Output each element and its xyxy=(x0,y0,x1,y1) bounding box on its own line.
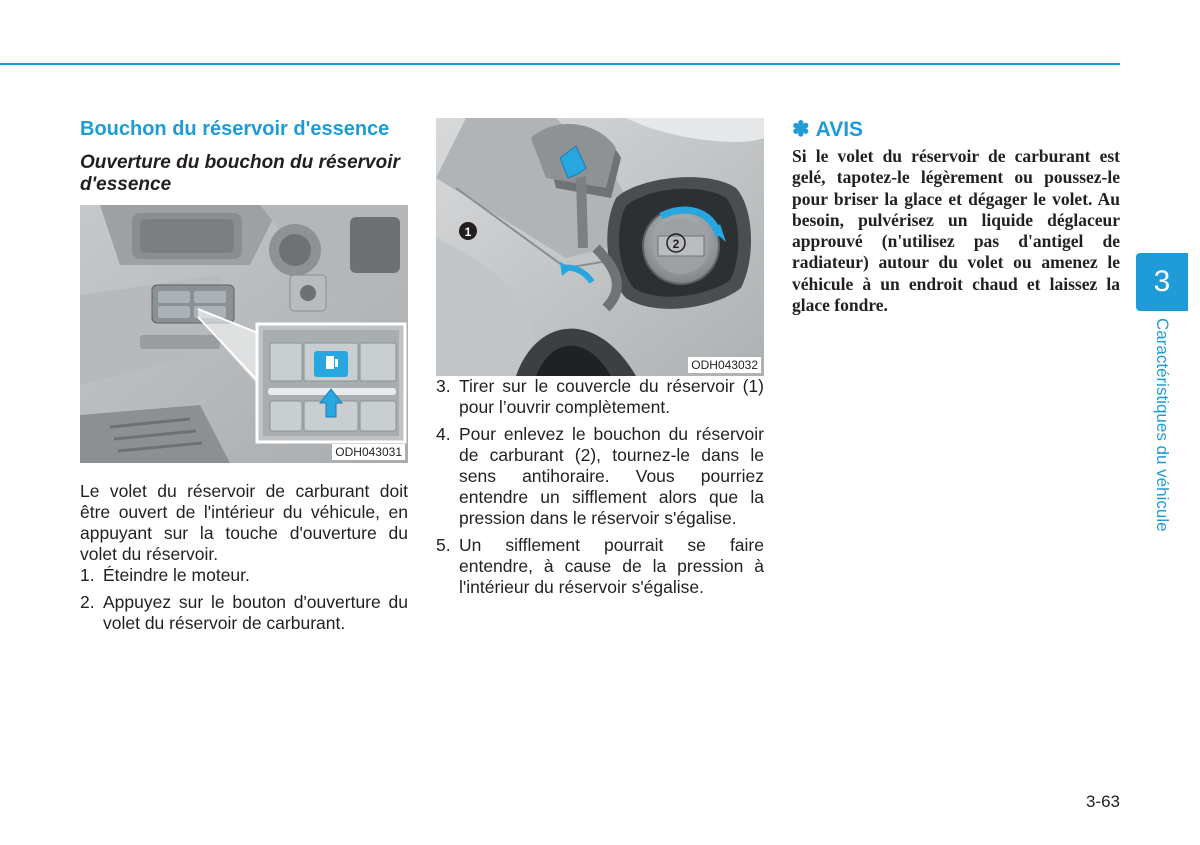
step-number: 5. xyxy=(436,535,451,555)
intro-paragraph: Le volet du réservoir de carburant doit être ouvert de l'intérieur du véhicule, en appuyant sur la touche d'ouverture du volet du réservoir. xyxy=(80,481,408,564)
list-item xyxy=(80,592,408,634)
step-number: 2. xyxy=(80,592,95,612)
list-item xyxy=(436,376,764,418)
callout-two: 2 xyxy=(672,237,680,251)
fuel-cap-illustration xyxy=(436,118,764,376)
list-item xyxy=(436,535,764,598)
notice-heading xyxy=(792,118,1120,142)
page-number: 3-63 xyxy=(1085,792,1120,811)
step-number: 4. xyxy=(436,424,451,444)
figure-code: ODH043032 xyxy=(688,357,761,373)
step-text: Un sifflement pourrait se faire entendre, à cause de la pression à l'intérieur du réservoir s'égalise. xyxy=(459,535,764,597)
column-left xyxy=(80,118,408,634)
step-number: 1. xyxy=(80,565,95,585)
list-item xyxy=(80,565,408,586)
subsection-heading: Ouverture du bouchon du réservoir d'essence xyxy=(80,152,400,195)
section-heading: Bouchon du réservoir d'essence xyxy=(80,118,390,140)
step-text: Tirer sur le couvercle du réservoir (1) pour l’ouvrir complètement. xyxy=(459,376,764,417)
step-text: Éteindre le moteur. xyxy=(103,565,250,585)
steps-list-left xyxy=(80,565,408,634)
step-text: Appuyez sur le bouton d'ouverture du volet du réservoir de carburant. xyxy=(103,592,408,633)
step-number: 3. xyxy=(436,376,451,396)
fuel-door-button-illustration xyxy=(80,205,408,463)
chapter-title: Caractéristiques du véhicule xyxy=(1153,318,1172,532)
steps-list-middle xyxy=(436,376,764,598)
dashboard-drawing xyxy=(80,205,408,463)
figure-code: ODH043031 xyxy=(332,444,405,460)
fuel-cap-drawing xyxy=(436,118,764,376)
column-right xyxy=(792,118,1120,316)
top-rule xyxy=(0,63,1120,65)
callout-one: 1 xyxy=(464,225,472,239)
notice-title: AVIS xyxy=(815,118,864,141)
column-middle xyxy=(436,118,764,598)
list-item xyxy=(436,424,764,529)
chapter-title-vertical xyxy=(1150,318,1174,558)
star-icon: ✽ xyxy=(792,118,810,141)
chapter-tab: 3 xyxy=(1136,253,1188,311)
notice-text: Si le volet du réservoir de carburant est gelé, tapotez-le légèrement ou poussez-le pour briser la glace et dégager le volet. Au besoin, pulvérisez un liquide déglaceur approuvé (n'utilisez pas d'antigel de radiateur) autour du volet ou amenez le véhicule à un endroit chaud et laissez la glace fondre. xyxy=(792,146,1120,316)
step-text: Pour enlevez le bouchon du réservoir de carburant (2), tournez-le dans le sens antihoraire. Vous pourriez entendre un sifflement alors que la pression dans le réservoir s'égalise. xyxy=(459,424,764,528)
